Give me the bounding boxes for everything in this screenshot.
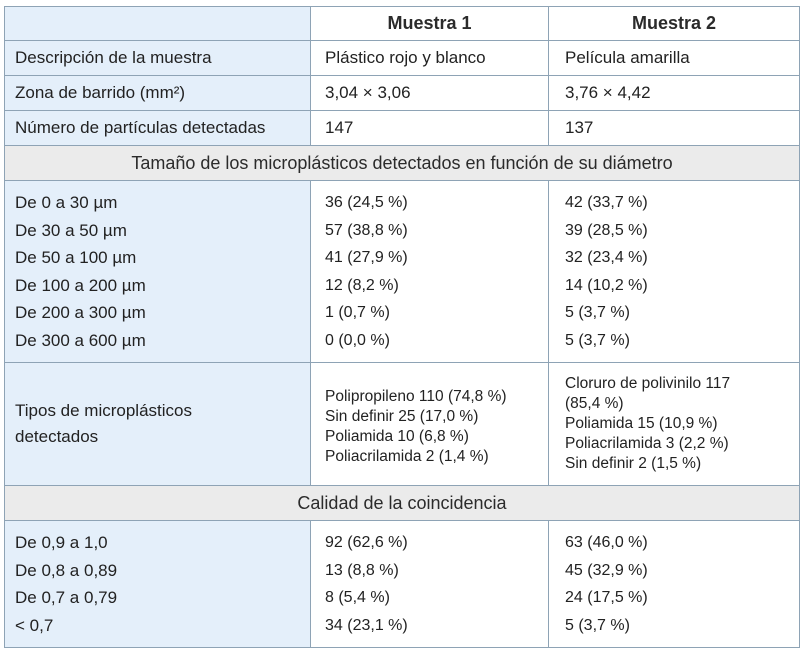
type-entry: Polipropileno 110 (74,8 %)	[325, 388, 507, 405]
muestra-2-value: Película amarilla	[549, 41, 800, 76]
size-value: 0 (0,0 %)	[325, 331, 390, 349]
type-entry: Poliacrilamida 2 (1,4 %)	[325, 448, 489, 465]
size-value: 42 (33,7 %)	[565, 194, 648, 211]
quality-row	[5, 521, 800, 648]
types-label	[5, 363, 311, 486]
types-values-muestra-2	[549, 363, 800, 486]
table-row	[5, 41, 800, 76]
size-labels	[5, 181, 311, 363]
quality-values-muestra-2	[549, 521, 800, 648]
quality-label: De 0,9 a 1,0	[15, 533, 108, 552]
header-row	[5, 7, 800, 41]
size-value: 1 (0,7 %)	[325, 304, 390, 321]
table-row	[5, 76, 800, 111]
size-value: 5 (3,7 %)	[565, 331, 630, 349]
type-entry: Poliacrilamida 3 (2,2 %)	[565, 435, 729, 452]
row-label: Número de partículas detectadas	[5, 111, 311, 146]
muestra-2-value: 137	[549, 111, 800, 146]
size-value: 39 (28,5 %)	[565, 221, 648, 239]
quality-value: 63 (46,0 %)	[565, 534, 648, 551]
size-label: De 100 a 200 µm	[15, 275, 146, 295]
type-entry: Sin definir 25 (17,0 %)	[325, 408, 479, 425]
section-title: Calidad de la coincidencia	[5, 486, 800, 521]
row-label: Descripción de la muestra	[5, 41, 311, 76]
size-label: De 0 a 30 µm	[15, 193, 118, 212]
type-entry: (85,4 %)	[565, 395, 624, 412]
quality-label: < 0,7	[15, 615, 54, 635]
quality-values-muestra-1	[311, 521, 549, 648]
muestra-2-value: 3,76 × 4,42	[549, 76, 800, 111]
header-muestra-2: Muestra 2	[549, 7, 800, 41]
section-title: Tamaño de los microplásticos detectados en función de su diámetro	[5, 146, 800, 181]
size-value: 32 (23,4 %)	[565, 249, 648, 266]
results-table	[4, 6, 800, 648]
size-label: De 50 a 100 µm	[15, 248, 137, 267]
size-value: 14 (10,2 %)	[565, 276, 648, 294]
type-entry: Poliamida 10 (6,8 %)	[325, 428, 469, 445]
type-entry: Sin definir 2 (1,5 %)	[565, 455, 702, 472]
quality-value: 8 (5,4 %)	[325, 589, 390, 606]
size-value: 5 (3,7 %)	[565, 304, 630, 321]
quality-value: 34 (23,1 %)	[325, 616, 408, 634]
size-value: 57 (38,8 %)	[325, 221, 408, 239]
section-header-size	[5, 146, 800, 181]
row-label: Zona de barrido (mm²)	[5, 76, 311, 111]
types-label-line: Tipos de microplásticos	[15, 401, 192, 420]
muestra-1-value: 3,04 × 3,06	[311, 76, 549, 111]
quality-value: 13 (8,8 %)	[325, 561, 399, 579]
quality-value: 92 (62,6 %)	[325, 534, 408, 551]
size-value: 36 (24,5 %)	[325, 194, 408, 211]
quality-label: De 0,8 a 0,89	[15, 560, 118, 580]
size-label: De 30 a 50 µm	[15, 220, 127, 240]
size-values-muestra-1	[311, 181, 549, 363]
type-entry: Cloruro de polivinilo 117	[565, 375, 731, 392]
size-values-muestra-2	[549, 181, 800, 363]
size-label: De 200 a 300 µm	[15, 303, 146, 322]
quality-value: 45 (32,9 %)	[565, 561, 648, 579]
type-entry: Poliamida 15 (10,9 %)	[565, 415, 718, 432]
size-value: 12 (8,2 %)	[325, 276, 399, 294]
quality-value: 5 (3,7 %)	[565, 616, 630, 634]
muestra-1-value: 147	[311, 111, 549, 146]
quality-labels	[5, 521, 311, 648]
section-header-quality	[5, 486, 800, 521]
header-blank-cell	[5, 7, 311, 41]
types-label-line: detectados	[15, 427, 99, 446]
table-row	[5, 111, 800, 146]
microplastic-types-row	[5, 363, 800, 486]
quality-label: De 0,7 a 0,79	[15, 588, 118, 607]
muestra-1-value: Plástico rojo y blanco	[311, 41, 549, 76]
quality-value: 24 (17,5 %)	[565, 589, 648, 606]
header-muestra-1: Muestra 1	[311, 7, 549, 41]
size-distribution-row	[5, 181, 800, 363]
types-values-muestra-1	[311, 363, 549, 486]
size-label: De 300 a 600 µm	[15, 330, 146, 350]
size-value: 41 (27,9 %)	[325, 249, 408, 266]
